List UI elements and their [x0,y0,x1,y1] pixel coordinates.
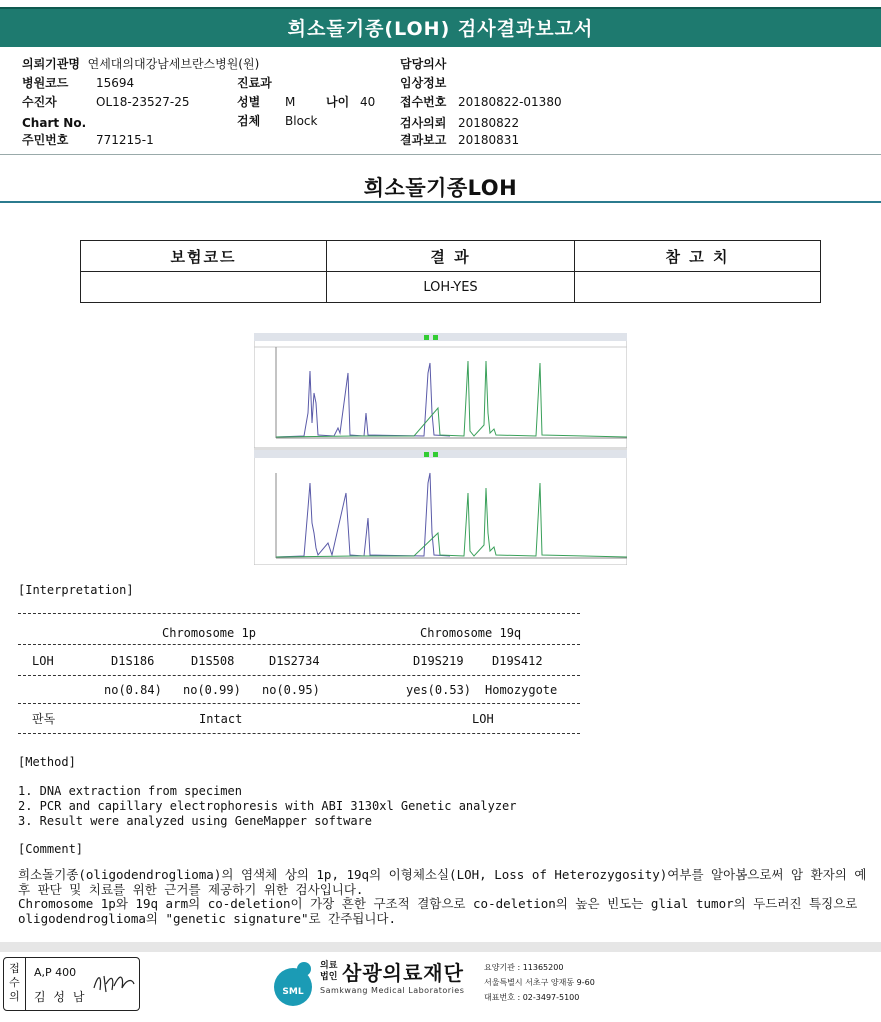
section-divider [0,201,881,203]
reference-header: 참 고 치 [575,241,821,272]
patient-value: OL18-23527-25 [96,95,190,109]
result-header: 결 과 [327,241,575,272]
age-row [326,93,376,111]
value-d1s508: no(0.99) [183,683,241,697]
verdict-1p: Intact [199,712,243,726]
reference-cell [575,272,821,303]
request-date-row [400,114,520,132]
interpretation-rule [18,703,580,704]
report-date-row [400,131,520,149]
verdict-19q: LOH [472,712,494,726]
interpretation-heading: [Interpretation] [18,583,134,597]
value-d1s2734: no(0.95) [262,683,320,697]
department-label: 진료과 [237,76,272,90]
chr19q-label: Chromosome 19q [420,626,522,640]
specimen-value: Block [285,114,318,128]
org-address: 서울특별시 서초구 양재동 9-60 [484,978,595,987]
sml-logo-icon [268,957,318,1007]
report-date-label: 결과보고 [400,133,447,147]
hospital-code-value: 15694 [96,76,135,90]
result-table [80,240,821,303]
sex-label: 성별 [237,95,261,109]
sign-line-1: A,P 400 [34,966,77,979]
interpretation-rule [18,733,580,734]
institution-value: 연세대의대강남세브란스병원(원) [87,57,260,71]
insurance-code-header: 보험코드 [81,241,327,272]
header-divider [0,154,881,155]
clinical-info-label: 임상정보 [400,76,447,90]
report-title-bar [0,7,881,47]
request-date-value: 20180822 [458,116,520,130]
hospital-code-row [22,74,135,92]
marker-d19s412: D19S412 [492,654,543,668]
verdict-label: 판독 [32,712,56,726]
foundation-contact [484,960,595,1005]
value-d1s186: no(0.84) [104,683,162,697]
foundation-name-en: Samkwang Medical Laboratories [320,986,465,995]
org-phone: 대표번호 : 02-3497-5100 [484,993,580,1002]
age-label: 나이 [326,95,350,109]
method-heading: [Method] [18,755,76,769]
marker-d1s186: D1S186 [111,654,155,668]
result-table-row [81,272,821,303]
resident-no-value: 771215-1 [96,133,154,147]
clinical-info-row [400,74,446,92]
result-table-header [81,241,821,272]
value-d19s219: yes(0.53) [406,683,472,697]
sml-logo-text: SML [282,987,304,997]
chart-no-row [22,114,86,132]
sex-row [237,93,296,111]
hospital-code-label: 병원코드 [22,76,69,90]
age-value: 40 [360,95,376,109]
doctor-row [400,55,446,73]
institution-row [22,55,259,73]
sign-box-label: 접수의 [4,958,26,1010]
result-cell: LOH-YES [327,272,575,303]
logo-prefix-bottom: 법인 [320,972,338,982]
comment-body [18,868,870,926]
logo-prefix [320,961,337,983]
electropherogram-svg [254,333,627,565]
marker-d19s219: D19S219 [413,654,464,668]
method-step-3: 3. Result were analyzed using GeneMapper software [18,814,373,828]
report-title: 희소돌기종(LOH) 검사결과보고서 [287,18,594,40]
interpretation-rule [18,675,580,676]
chr1p-label: Chromosome 1p [162,626,256,640]
specimen-row [237,112,318,130]
loh-label: LOH [32,654,54,668]
institution-label: 의뢰기관명 [22,57,80,71]
resident-no-row [22,131,154,149]
doctor-label: 담당의사 [400,57,447,71]
insurance-code-cell [81,272,327,303]
electropherogram-image [254,333,627,565]
specimen-label: 검체 [237,114,261,128]
interpretation-rule [18,613,580,614]
interpretation-rule [18,644,580,645]
foundation-name: 삼광의료재단 [342,961,464,985]
signature-box [3,957,140,1011]
accession-value: 20180822-01380 [458,95,562,109]
report-date-value: 20180831 [458,133,520,147]
signature-icon [92,970,136,996]
accession-label: 접수번호 [400,95,447,109]
department-row [237,74,272,92]
marker-d1s2734: D1S2734 [269,654,320,668]
resident-no-label: 주민번호 [22,133,69,147]
request-date-label: 검사의뢰 [400,116,447,130]
chart-no-label: Chart No. [22,116,87,130]
value-d19s412: Homozygote [485,683,558,697]
comment-paragraph-1: 희소돌기종(oligodendroglioma)의 염색체 상의 1p, 19q의 이형체소실(LOH, Loss of Heterozygosity)여부를 알아봄으로써 암 환자의 예후 판단 및 치료를 위한 근거를 제공하기 위한 검사입니다. [18,867,867,897]
method-step-1: 1. DNA extraction from specimen [18,784,242,798]
comment-paragraph-2: Chromosome 1p와 19q arm의 co-deletion이 가장 흔한 구조적 결함으로 co-deletion의 높은 빈도는 glial tumor의 두드러진 특징으로 oligodendroglioma의 "genetic signature"로 간주됩니다. [18,896,858,926]
comment-heading: [Comment] [18,842,84,856]
footer-bar [0,942,881,952]
foundation-logo [268,955,608,1010]
patient-row [22,93,190,111]
logo-prefix-top: 의료 [320,961,338,971]
section-title: 희소돌기종LOH [363,176,518,200]
sign-line-2: 김 성 남 [34,990,87,1004]
accession-row [400,93,562,111]
sex-value: M [285,95,296,109]
org-number: 요양기관 : 11365200 [484,963,564,972]
marker-d1s508: D1S508 [191,654,235,668]
method-step-2: 2. PCR and capillary electrophoresis with ABI 3130xl Genetic analyzer [18,799,517,813]
patient-label: 수진자 [22,95,57,109]
